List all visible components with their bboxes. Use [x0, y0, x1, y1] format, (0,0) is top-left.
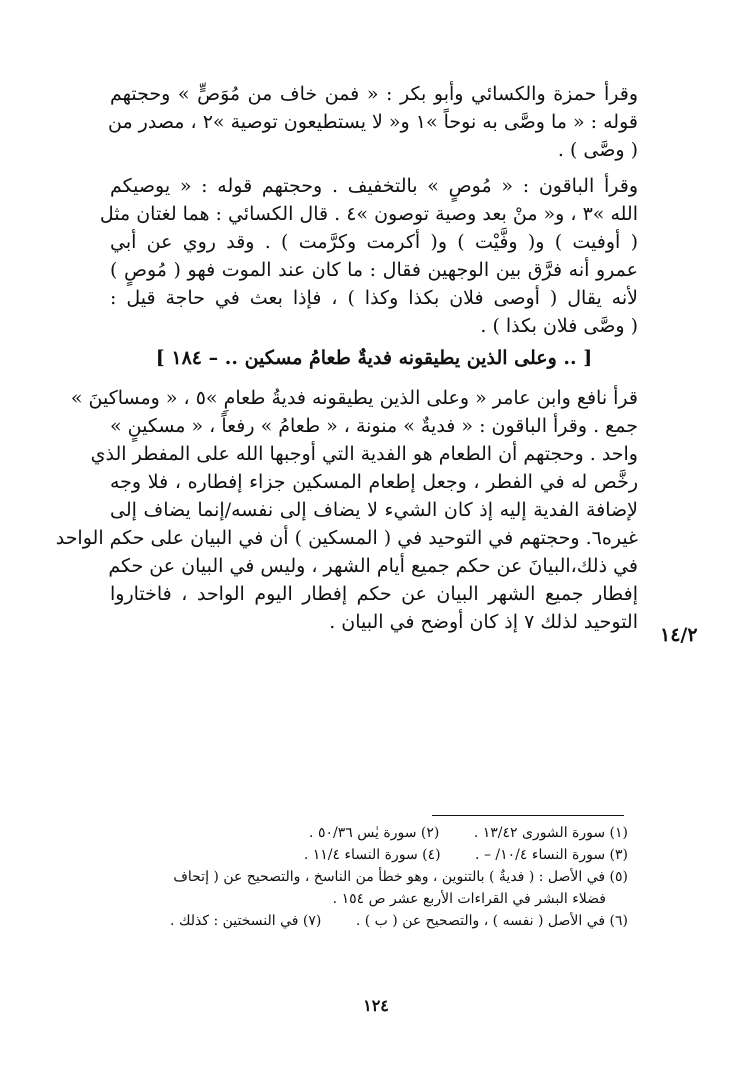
footnote-5: (٥) في الأصل : ( فديةٌ ) بالتنوين ، وهو خطأ من الناسخ ، والتصحيح عن ( إتحاف	[173, 869, 628, 885]
footnote-1: (١) سورة الشورى ١٣/٤٢ .	[473, 825, 628, 841]
margin-page-reference: ١٤/٢	[660, 624, 698, 646]
paragraph-2-line: ( وصَّى فلان بكذا ) .	[480, 315, 638, 337]
footnote-5-continued: فضلاء البشر في القراءات الأربع عشر ص ١٥٤ .	[332, 891, 606, 907]
paragraph-2-line: الله »٣ ، و« منْ بعد وصية توصون »٤ . قال الكسائي : هما لغتان مثل	[99, 203, 638, 225]
footnote-divider	[432, 815, 624, 816]
paragraph-3-line: في ذلك،البيانَ عن حكم جميع أيام الشهر ، وليس في البيان عن حكم	[108, 555, 638, 577]
paragraph-3-line: واحد . وحجتهم أن الطعام هو الفدية التي أوجبها الله على المفطر الذي	[90, 443, 638, 465]
paragraph-1-line: قوله : « ما وصَّى به نوحاً »١ و« لا يستطيعون توصية »٢ ، مصدر من	[107, 111, 638, 133]
footnote-3: (٣) سورة النساء ١٠/٤/ – .	[475, 847, 628, 863]
footnote-6: (٦) في الأصل ( نفسه ) ، والتصحيح عن ( ب ) .	[355, 913, 628, 929]
paragraph-2-line: ( أوفيت ) و( وفَّيْت ) و( أكرمت وكرَّمت ) . وقد روي عن أبي	[110, 231, 638, 253]
paragraph-3-line: غيره٦. وحجتهم في التوحيد في ( المسكين ) أن في البيان على حكم الواحد	[55, 527, 638, 549]
verse-heading: [ .. وعلى الذين يطيقونه فديةٌ طعامُ مسكين .. – ١٨٤ ]	[155, 347, 593, 369]
footnote-7: (٧) في النسختين : كذلك .	[170, 913, 322, 929]
footnote-2: (٢) سورة يٰس ٥٠/٣٦ .	[309, 825, 440, 841]
page-number: ١٢٤	[363, 996, 389, 1015]
paragraph-1-line: وقرأ حمزة والكسائي وأبو بكر : « فمن خاف من مُوَصٍّ » وحجتهم	[110, 83, 638, 105]
footnote-4: (٤) سورة النساء ١١/٤ .	[303, 847, 441, 863]
footnote-row	[110, 844, 628, 866]
paragraph-3-line: رخَّص له في الفطر ، وجعل إطعام المسكين جزاء إفطاره ، فلا وجه	[110, 471, 638, 493]
paragraph-2-line: وقرأ الباقون : « مُوصٍ » بالتخفيف . وحجتهم قوله : « يوصيكم	[110, 175, 638, 197]
footnotes	[110, 822, 628, 932]
paragraph-2-line: عمرو أنه فرَّق بين الوجهين فقال : ما كان عند الموت فهو ( مُوصٍ )	[110, 259, 638, 281]
main-text	[55, 80, 638, 636]
footnote-row	[110, 910, 628, 932]
paragraph-gap	[110, 164, 638, 172]
paragraph-3-line: لإضافة الفدية إليه إذ كان الشيء لا يضاف إلى نفسه/إنما يضاف إلى	[110, 499, 638, 521]
footnote-row	[110, 822, 628, 844]
paragraph-1-line: ( وصَّى ) .	[557, 139, 638, 161]
paragraph-3-line: التوحيد لذلك ٧ إذ كان أوضح في البيان .	[329, 611, 638, 633]
paragraph-3-line: قرأ نافع وابن عامر « وعلى الذين يطيقونه فديةُ طعامِ »٥ ، « ومساكينَ »	[70, 387, 638, 409]
paragraph-3-line: جمع . وقرأ الباقون : « فديةٌ » منونة ، « طعامُ » رفعاً ، « مسكينٍ »	[109, 415, 638, 437]
paragraph-3-line: إفطار جميع الشهر البيان عن حكم إفطار اليوم الواحد ، فاختاروا	[110, 583, 638, 605]
paragraph-2-line: لأنه يقال ( أوصى فلان بكذا وكذا ) ، فإذا بعث في حاجة قيل :	[110, 287, 638, 309]
